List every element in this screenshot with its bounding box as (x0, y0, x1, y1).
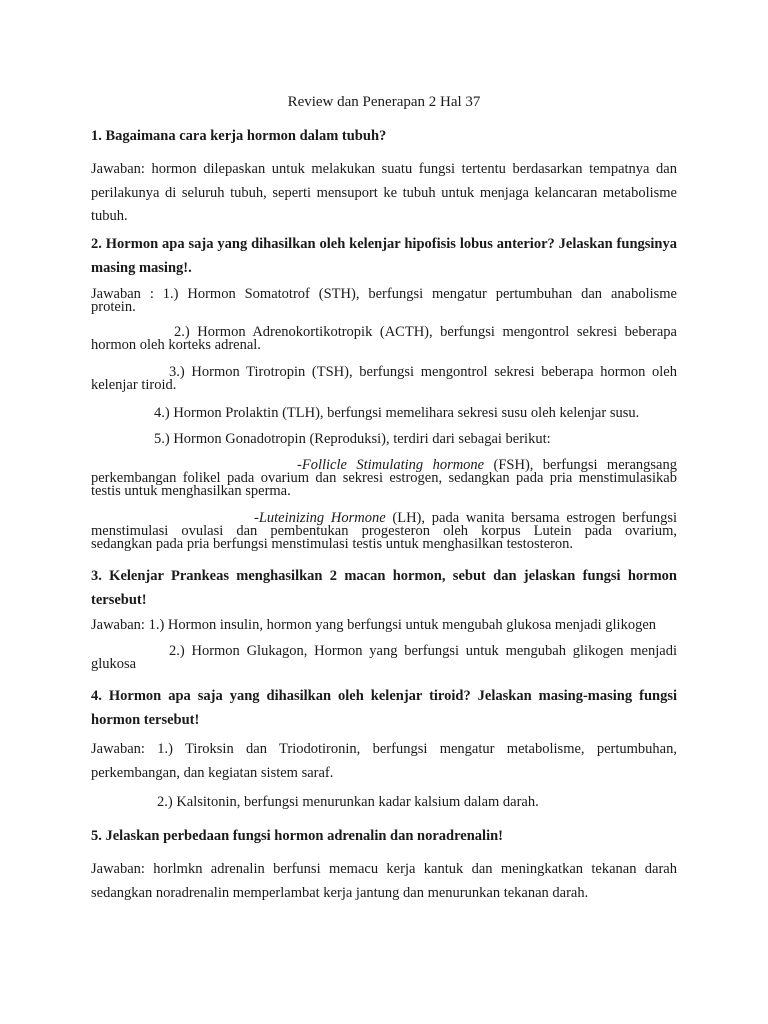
fsh-line-2: perkembangan folikel pada ovarium dan sekresi estrogen, sedangkan pada pria menstimulasikab (91, 470, 677, 486)
answer-2-item-3-line-2: kelenjar tiroid. (91, 377, 177, 393)
question-4: 4. Hormon apa saja yang dihasilkan oleh kelenjar tiroid? Jelaskan masing-masing fungsi hormon tersebut! (91, 688, 677, 728)
answer-2-item-1 (91, 288, 677, 301)
answer-2-item-4: 4.) Hormon Prolaktin (TLH), berfungsi memelihara sekresi susu oleh kelenjar susu. (154, 405, 640, 421)
page-title: Review dan Penerapan 2 Hal 37 (287, 94, 481, 110)
answer-1: Jawaban: hormon dilepaskan untuk melakukan suatu fungsi tertentu berdasarkan tempatnya dan perilakunya di seluruh tubuh, seperti mensuport ke tubuh untuk menjaga kelancaran metabolisme tubuh. (91, 161, 677, 224)
fsh-line-3: testis untuk menghasilkan sperma. (91, 483, 291, 499)
question-3: 3. Kelenjar Prankeas menghasilkan 2 macan hormon, sebut dan jelaskan fungsi hormon tersebut! (91, 568, 677, 608)
fsh-term: Follicle Stimulating hormone (301, 457, 485, 473)
lh-term: Luteinizing Hormone (258, 510, 386, 526)
question-1: 1. Bagaimana cara kerja hormon dalam tubuh? (91, 128, 387, 144)
fsh-rest: (FSH), berfungsi merangsang (484, 457, 677, 473)
answer-2-item-2-line-1: 2.) Hormon Adrenokortikotropik (ACTH), berfungsi mengontrol sekresi beberapa (174, 324, 677, 340)
answer-2-item-2-line-2: hormon oleh korteks adrenal. (91, 337, 261, 353)
lh-line-2: menstimulasi ovulasi dan pembentukan progesteron oleh korpus Lutein pada ovarium, (91, 523, 677, 539)
answer-5: Jawaban: horlmkn adrenalin berfunsi memacu kerja kantuk dan meningkatkan tekanan darah sedangkan noradrenalin memperlambat kerja jantung dan menurunkan tekanan darah. (91, 861, 677, 901)
fsh-prefix: - (297, 457, 302, 473)
lh-rest: (LH), pada wanita bersama estrogen berfungsi (385, 510, 678, 526)
answer-4-item-2: 2.) Kalsitonin, berfungsi menurunkan kadar kalsium dalam darah. (157, 794, 539, 810)
answer-3-item-2-line-1: 2.) Hormon Glukagon, Hormon yang berfungsi untuk mengubah glikogen menjadi (169, 643, 677, 659)
question-5: 5. Jelaskan perbedaan fungsi hormon adrenalin dan noradrenalin! (91, 828, 503, 844)
answer-2-item-1-line-1: Jawaban : 1.) Hormon Somatotrof (STH), berfungsi mengatur pertumbuhan dan anabolisme (91, 286, 677, 302)
question-2: 2. Hormon apa saja yang dihasilkan oleh kelenjar hipofisis lobus anterior? Jelaskan fungsinya masing masing!. (91, 236, 677, 276)
lh-line-3: sedangkan pada pria berfungsi menstimulasi testis untuk menghasilkan testosteron. (91, 536, 574, 552)
answer-2-item-3-line-1: 3.) Hormon Tirotropin (TSH), berfungsi mengontrol sekresi beberapa hormon oleh (169, 364, 677, 380)
answer-2-item-5: 5.) Hormon Gonadotropin (Reproduksi), terdiri dari sebagai berikut: (154, 431, 551, 447)
lh-prefix: - (254, 510, 259, 526)
answer-3-item-2-line-2: glukosa (91, 656, 137, 672)
answer-4-item-1: Jawaban: 1.) Tiroksin dan Triodotironin, berfungsi mengatur metabolisme, pertumbuhan, perkembangan, dan kegiatan sistem saraf. (91, 741, 677, 781)
answer-2-item-1-line-2: protein. (91, 299, 136, 315)
answer-3-item-1: Jawaban: 1.) Hormon insulin, hormon yang berfungsi untuk mengubah glukosa menjadi glikogen (91, 617, 657, 633)
